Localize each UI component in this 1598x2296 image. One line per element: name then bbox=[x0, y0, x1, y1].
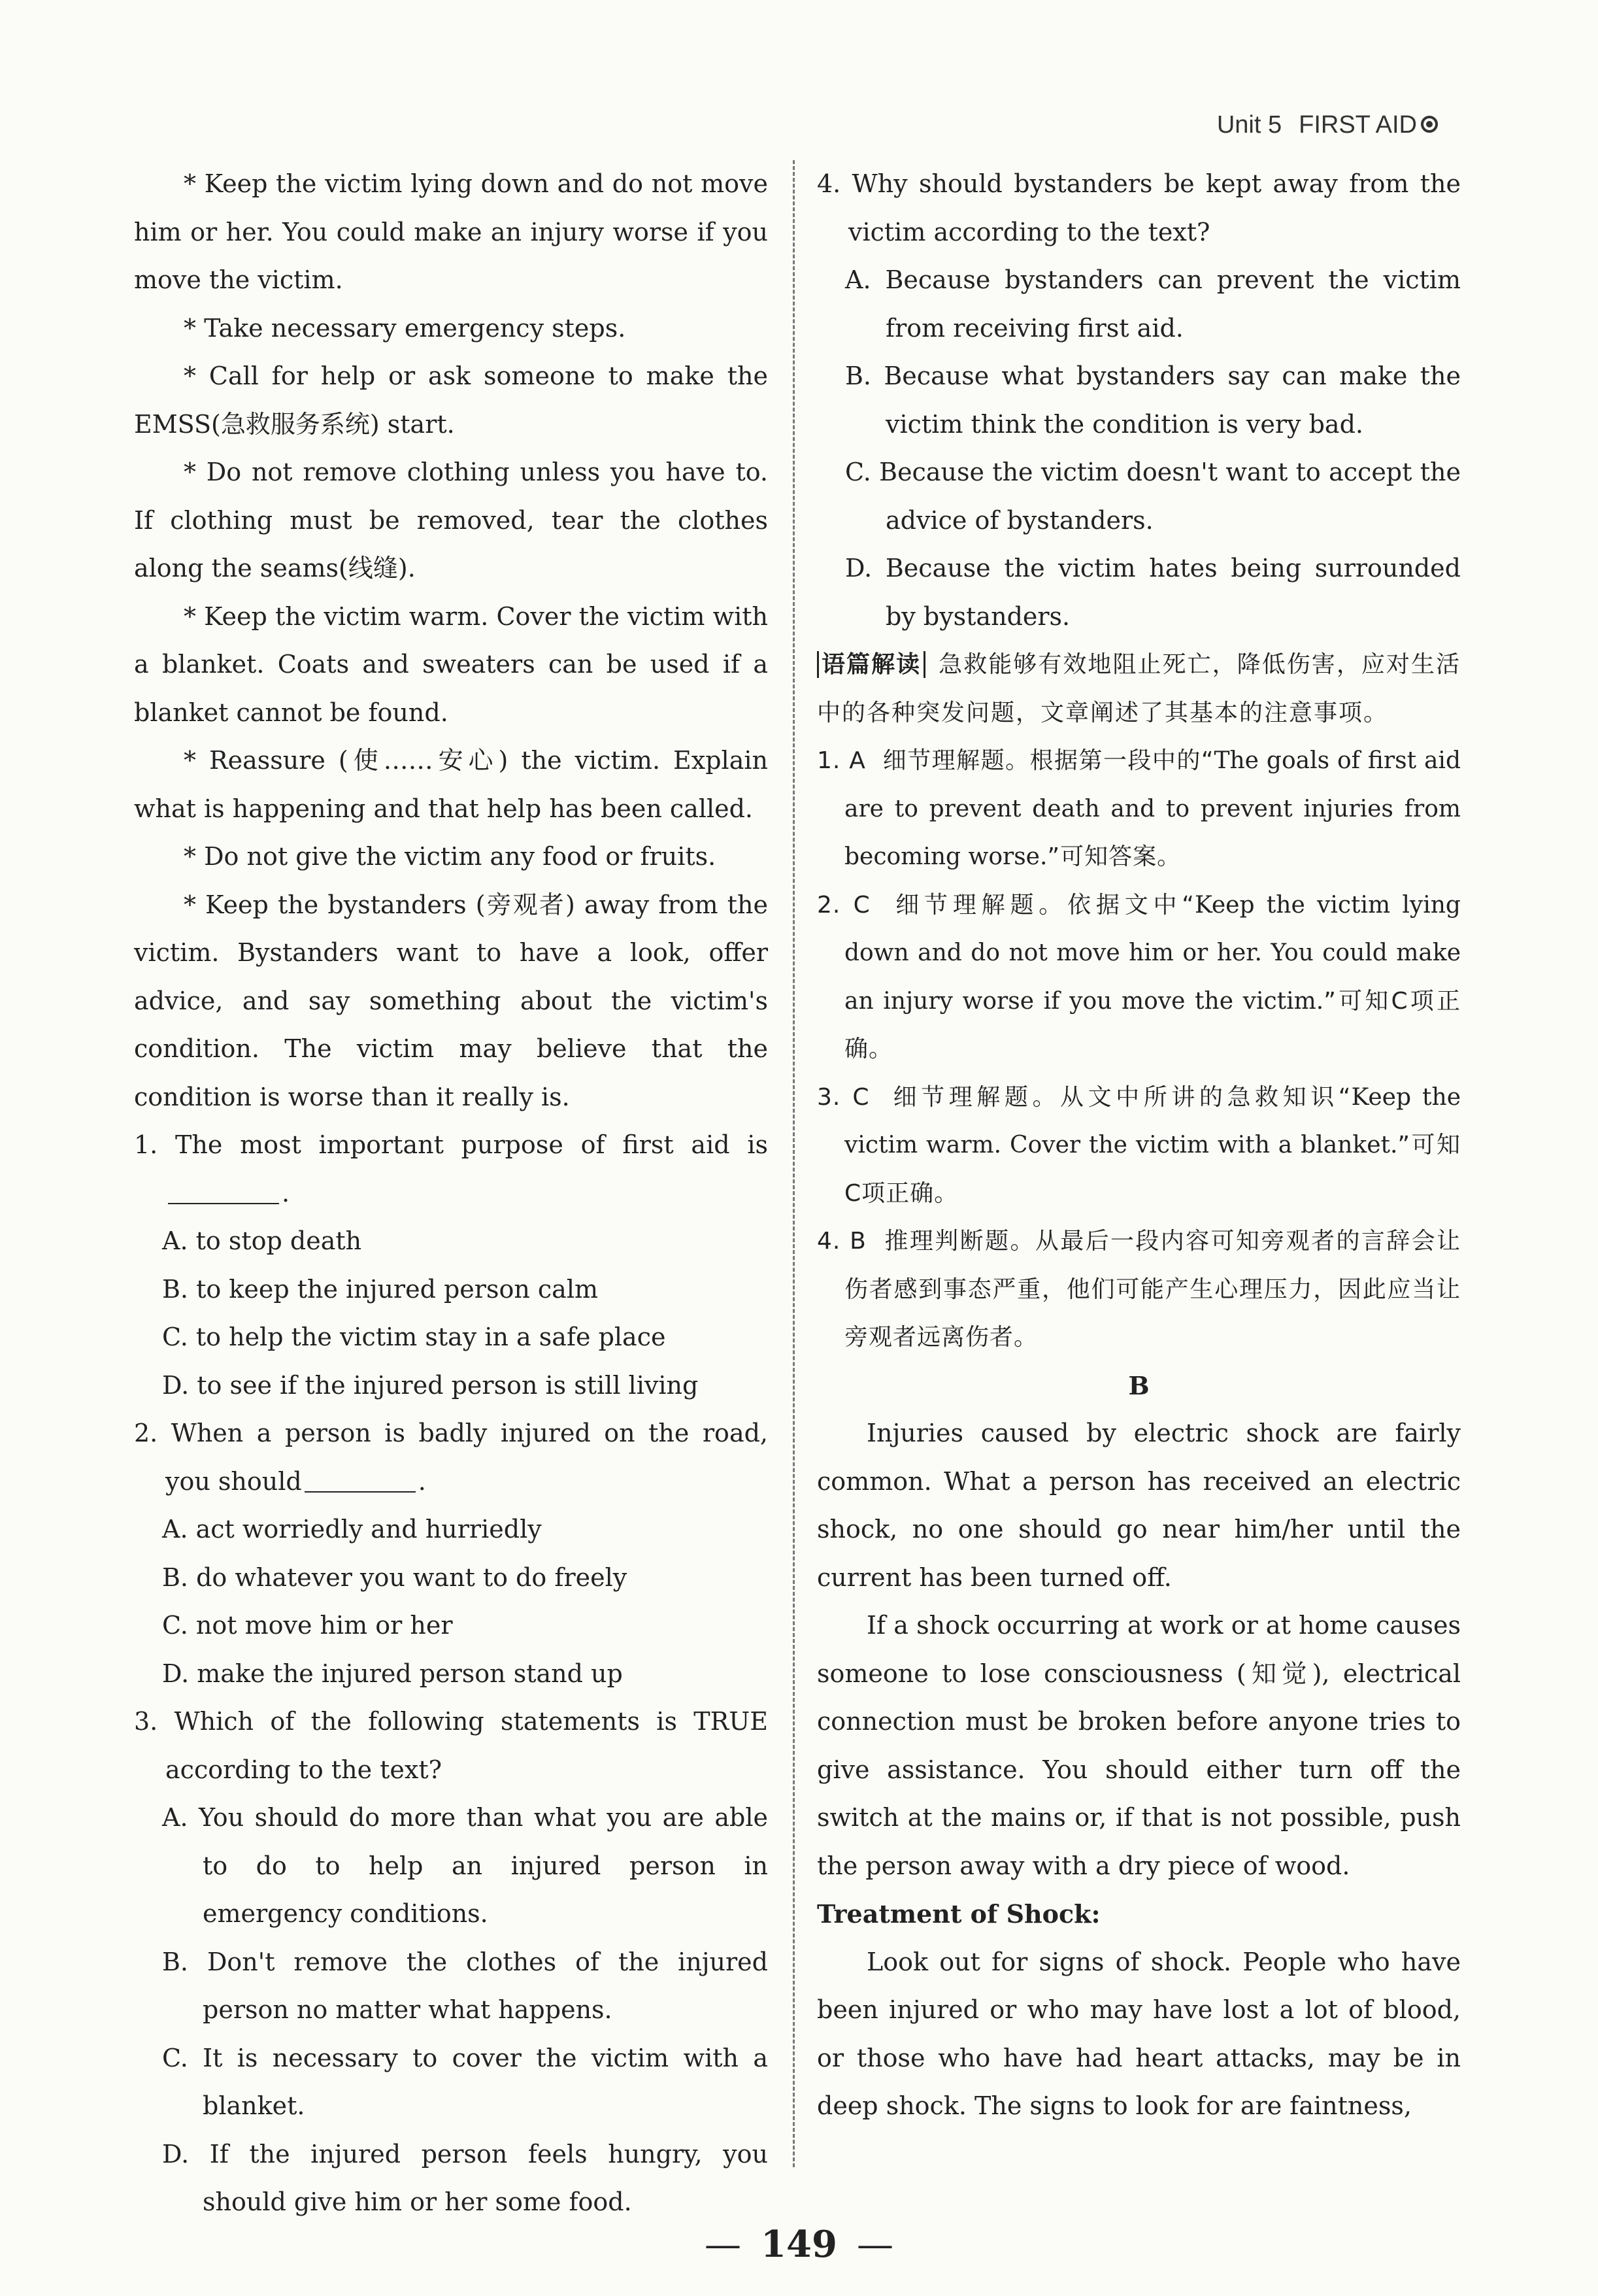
answer-quote: Keep the victim lying down and do not move him or her. You could make an injury worse if you move the victim. bbox=[844, 891, 1461, 1015]
option: C. to help the victim stay in a safe place bbox=[162, 1323, 666, 1351]
option: B. Don't remove the clothes of the injured person no matter what happens. bbox=[162, 1947, 768, 2024]
option: D. If the injured person feels hungry, you should give him or her some food. bbox=[162, 2139, 768, 2216]
treatment-heading: Treatment of Shock: bbox=[817, 1899, 1101, 1929]
option: C. not move him or her bbox=[162, 1611, 453, 1640]
section-b-heading: B bbox=[1128, 1370, 1150, 1400]
page-number: — 149 — bbox=[705, 2223, 893, 2266]
option: B. to keep the injured person calm bbox=[162, 1274, 599, 1304]
answer-explanation: 推理判断题。从最后一段内容可知旁观者的言辞会让伤者感到事态严重，他们可能产生心理压力，因此应当让旁观者远离伤者。 bbox=[844, 1228, 1461, 1351]
answer-item bbox=[817, 737, 1461, 881]
rule-paragraph: * Reassure (使……安心) the victim. Explain what is happening and that help has been called. bbox=[134, 746, 768, 823]
answer-item bbox=[817, 881, 1461, 1073]
answer-key: 2. C bbox=[817, 891, 871, 919]
answer-conclusion: ”可知C项正确。 bbox=[844, 987, 1461, 1062]
answer-key: 1. A bbox=[817, 747, 866, 774]
rule-paragraph: * Keep the victim warm. Cover the victim with a blanket. Coats and sweaters can be used if a blanket cannot be found. bbox=[134, 601, 768, 727]
answer-blank bbox=[168, 1181, 279, 1204]
answer-conclusion: ”可知C项正确。 bbox=[844, 1132, 1461, 1207]
rule-paragraph: * Take necessary emergency steps. bbox=[184, 313, 626, 343]
question-stem: 1. The most important purpose of first aid is bbox=[134, 1130, 768, 1159]
option: A. Because bystanders can prevent the victim from receiving first aid. bbox=[845, 265, 1461, 343]
question-4: 4. Why should bystanders be kept away from the victim according to the text? bbox=[817, 169, 1461, 246]
answer-quote: The goals of first aid are to prevent death and to prevent injuries from becoming worse. bbox=[844, 747, 1461, 870]
passage-paragraph: If a shock occurring at work or at home causes someone to lose consciousness (知觉), electrical connection must be broken before anyone tries to give assistance. You should either turn off the switch at the mains or, if that is not possible, push the person away with a dry piece of wood. bbox=[817, 1611, 1461, 1880]
answer-item bbox=[817, 1217, 1461, 1362]
stem-end: . bbox=[418, 1466, 426, 1496]
answer-explanation: 细节理解题。依据文中“ bbox=[895, 891, 1195, 919]
answer-explanation: 细节理解题。从文中所讲的急救知识“ bbox=[893, 1083, 1352, 1111]
column-divider bbox=[793, 160, 795, 2167]
answer-explanation: 细节理解题。根据第一段中的“ bbox=[882, 747, 1214, 774]
rule-paragraph: * Call for help or ask someone to make the EMSS(急救服务系统) start. bbox=[134, 362, 768, 439]
option: D. Because the victim hates being surrounded by bystanders. bbox=[845, 554, 1461, 631]
question-1 bbox=[134, 1121, 768, 1217]
answer-quote: Keep the victim warm. Cover the victim with a blanket. bbox=[844, 1083, 1461, 1158]
option: B. do whatever you want to do freely bbox=[162, 1562, 627, 1592]
answer-item bbox=[817, 1073, 1461, 1218]
option: C. It is necessary to cover the victim with a blanket. bbox=[162, 2043, 768, 2120]
stem-end: . bbox=[282, 1178, 290, 1207]
header-title: FIRST AID bbox=[1299, 111, 1417, 139]
question-3: 3. Which of the following statements is TRUE according to the text? bbox=[134, 1707, 768, 1784]
left-column bbox=[134, 160, 768, 2227]
target-dot-icon bbox=[1421, 116, 1438, 133]
answer-key: 4. B bbox=[817, 1228, 867, 1255]
question-2 bbox=[134, 1410, 768, 1506]
passage-analysis bbox=[817, 641, 1461, 737]
option: A. You should do more than what you are able to do to help an injured person in emergency conditions. bbox=[162, 1803, 768, 1928]
option: B. Because what bystanders say can make the victim think the condition is very bad. bbox=[845, 362, 1461, 439]
rule-paragraph: * Keep the bystanders (旁观者) away from the victim. Bystanders want to have a look, offer advice, and say something about the victim's condition. The victim may believe that the condition is worse than it really is. bbox=[134, 890, 768, 1111]
passage-paragraph: Look out for signs of shock. People who have been injured or who may have lost a lot of blood, or those who have had heart attacks, may be in deep shock. The signs to look for are faintness, bbox=[817, 1947, 1461, 2120]
option: A. act worriedly and hurriedly bbox=[162, 1515, 542, 1544]
running-header bbox=[1217, 111, 1438, 139]
analysis-text: 急救能够有效地阻止死亡，降低伤害，应对生活中的各种突发问题，文章阐述了其基本的注意事项。 bbox=[817, 651, 1461, 726]
page-number-value: 149 bbox=[761, 2223, 837, 2266]
unit-label: Unit 5 bbox=[1216, 111, 1282, 139]
rule-paragraph: * Do not remove clothing unless you have to. If clothing must be removed, tear the clothes along the seams(线缝). bbox=[134, 458, 768, 582]
question-stem: 2. When a person is badly injured on the road, you should bbox=[134, 1419, 768, 1496]
option: D. to see if the injured person is still living bbox=[162, 1370, 699, 1400]
answer-key: 3. C bbox=[817, 1083, 870, 1111]
answer-blank bbox=[305, 1469, 416, 1493]
answer-conclusion: ”可知答案。 bbox=[1047, 843, 1182, 870]
option: A. to stop death bbox=[162, 1226, 362, 1255]
option: C. Because the victim doesn't want to accept the advice of bystanders. bbox=[845, 458, 1461, 535]
rule-paragraph: * Keep the victim lying down and do not move him or her. You could make an injury worse if you move the victim. bbox=[134, 169, 768, 294]
rule-paragraph: * Do not give the victim any food or fruits. bbox=[184, 842, 716, 871]
right-column bbox=[817, 160, 1461, 2131]
option: D. make the injured person stand up bbox=[162, 1659, 623, 1688]
passage-paragraph: Injuries caused by electric shock are fairly common. What a person has received an electric shock, no one should go near him/her until the current has been turned off. bbox=[817, 1419, 1461, 1592]
analysis-tag: 语篇解读 bbox=[817, 651, 925, 678]
